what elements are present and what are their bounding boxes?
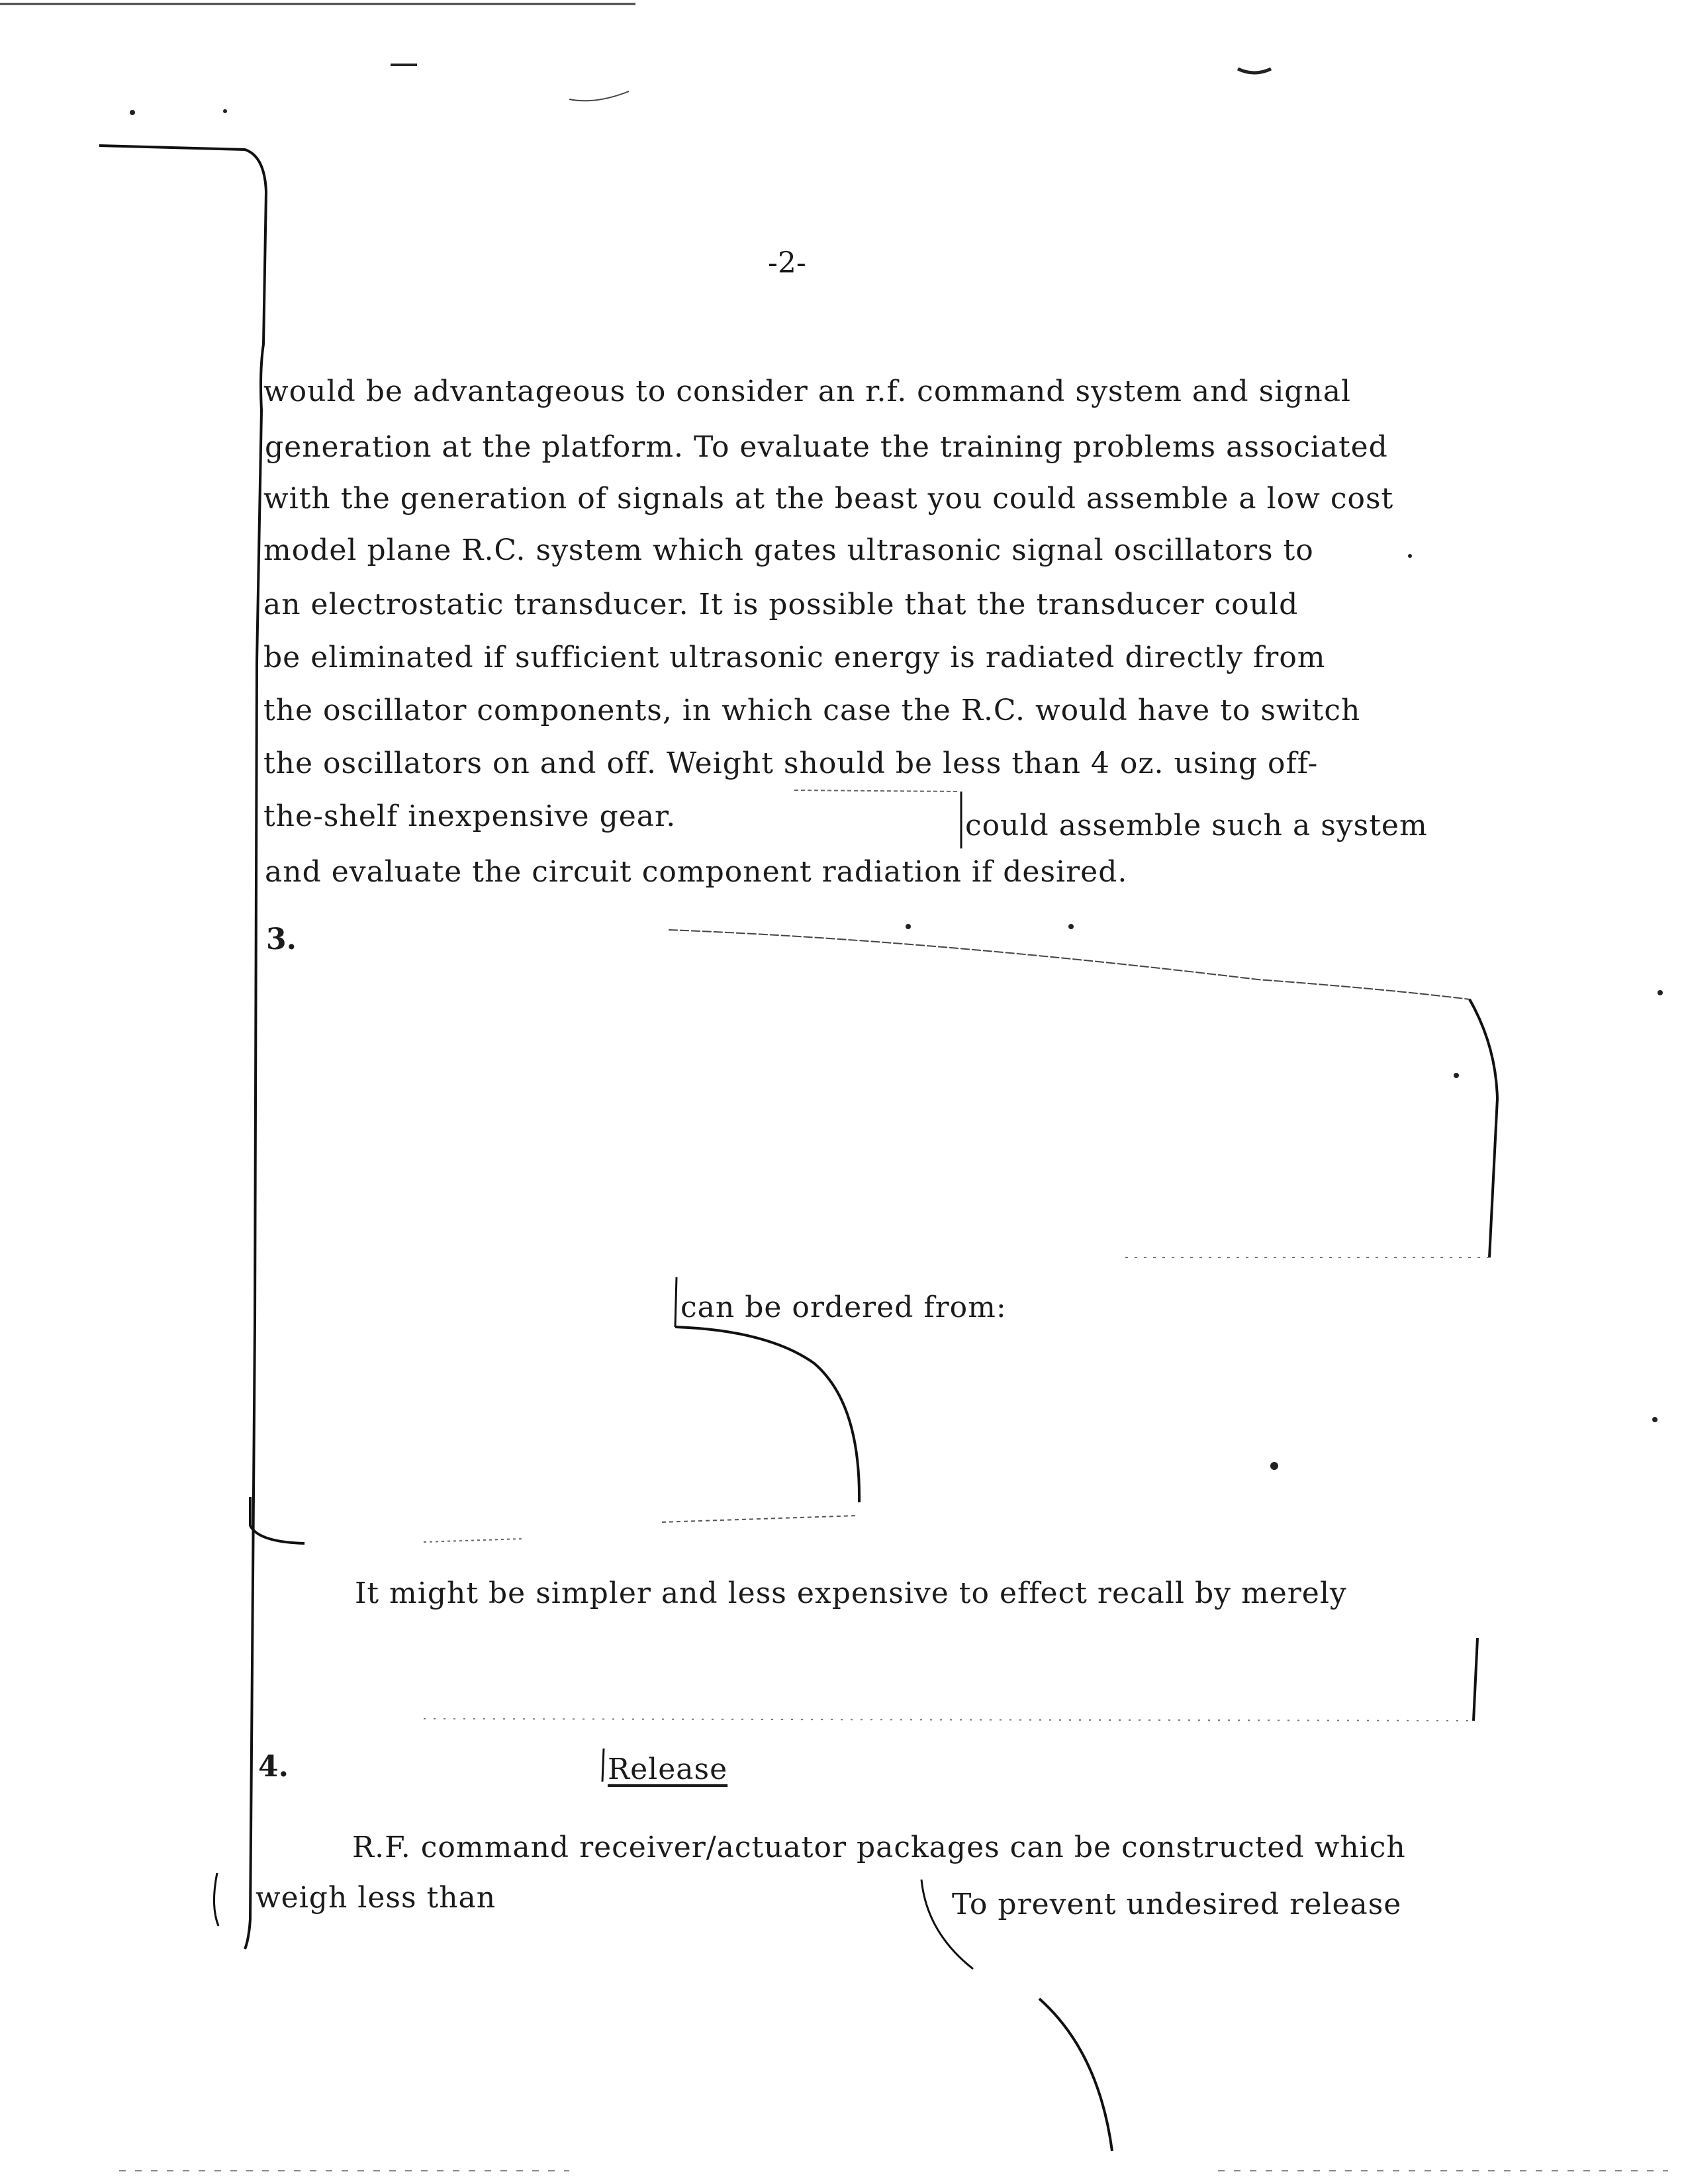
paragraph-line: R.F. command receiver/actuator packages can be constructed which xyxy=(352,1831,1406,1864)
paragraph-line: the oscillators on and off. Weight should be less than 4 oz. using off- xyxy=(263,747,1319,780)
paragraph-line: would be advantageous to consider an r.f. command system and signal xyxy=(263,375,1352,408)
paragraph-line: model plane R.C. system which gates ultrasonic signal oscillators to xyxy=(263,533,1314,567)
paragraph-line: could assemble such a system xyxy=(965,809,1428,842)
paragraph-line: To prevent undesired release xyxy=(952,1888,1402,1921)
order-text: can be ordered from: xyxy=(680,1291,1007,1324)
paragraph-line: be eliminated if sufficient ultrasonic energy is radiated directly from xyxy=(263,641,1326,674)
paragraph-line: generation at the platform. To evaluate the training problems associated xyxy=(265,430,1388,464)
paragraph-line: weigh less than xyxy=(256,1881,496,1915)
section-heading: Release xyxy=(608,1752,728,1786)
paragraph-line: and evaluate the circuit component radiation if desired. xyxy=(265,855,1128,889)
paragraph-line: the oscillator components, in which case the R.C. would have to switch xyxy=(263,694,1361,727)
paragraph-line: the-shelf inexpensive gear. xyxy=(263,799,677,833)
page-number: -2- xyxy=(768,246,806,280)
paragraph-line: an electrostatic transducer. It is possible that the transducer could xyxy=(263,588,1299,621)
section-number: 4. xyxy=(258,1750,289,1784)
section-number: 3. xyxy=(266,923,297,956)
recall-text: It might be simpler and less expensive to effect recall by merely xyxy=(355,1576,1347,1610)
paragraph-line: with the generation of signals at the beast you could assemble a low cost xyxy=(263,482,1394,516)
